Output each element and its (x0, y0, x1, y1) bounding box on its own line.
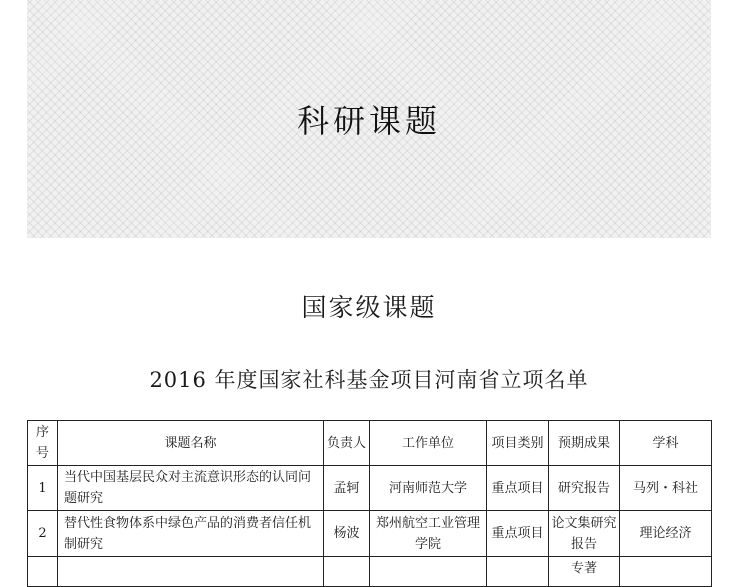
cell-leader: 孟轲 (324, 466, 370, 511)
cell-subject (620, 557, 712, 587)
cell-unit: 河南师范大学 (370, 466, 487, 511)
projects-table-container (27, 420, 711, 587)
list-heading: 2016 年度国家社科基金项目河南省立项名单 (149, 368, 589, 392)
cell-leader (324, 557, 370, 587)
cell-name (58, 557, 324, 587)
table-row (28, 466, 712, 511)
table-row (28, 511, 712, 557)
cell-subject: 马列・科社 (620, 466, 712, 511)
cell-result: 研究报告 (549, 466, 620, 511)
cell-no: 1 (28, 466, 58, 511)
header-result: 预期成果 (549, 421, 620, 466)
cell-unit: 郑州航空工业管理学院 (370, 511, 487, 557)
cell-name: 替代性食物体系中绿色产品的消费者信任机制研究 (58, 511, 324, 557)
projects-table (27, 420, 712, 587)
header-unit: 工作单位 (370, 421, 487, 466)
header-no: 序号 (28, 421, 58, 466)
cell-no (28, 557, 58, 587)
cell-unit (370, 557, 487, 587)
page-title: 科研课题 (296, 102, 441, 140)
cell-category (487, 557, 549, 587)
cell-result: 论文集研究报告 (549, 511, 620, 557)
cell-leader: 杨波 (324, 511, 370, 557)
table-header-row (28, 421, 712, 466)
header-category: 项目类别 (487, 421, 549, 466)
section-heading: 国家级课题 (301, 293, 437, 322)
table-row (28, 557, 712, 587)
header-leader: 负责人 (324, 421, 370, 466)
cell-no: 2 (28, 511, 58, 557)
cell-name: 当代中国基层民众对主流意识形态的认同问题研究 (58, 466, 324, 511)
header-subject: 学科 (620, 421, 712, 466)
cell-category: 重点项目 (487, 466, 549, 511)
cell-category: 重点项目 (487, 511, 549, 557)
cell-result: 专著 (549, 557, 620, 587)
header-name: 课题名称 (58, 421, 324, 466)
title-banner (27, 0, 711, 238)
cell-subject: 理论经济 (620, 511, 712, 557)
